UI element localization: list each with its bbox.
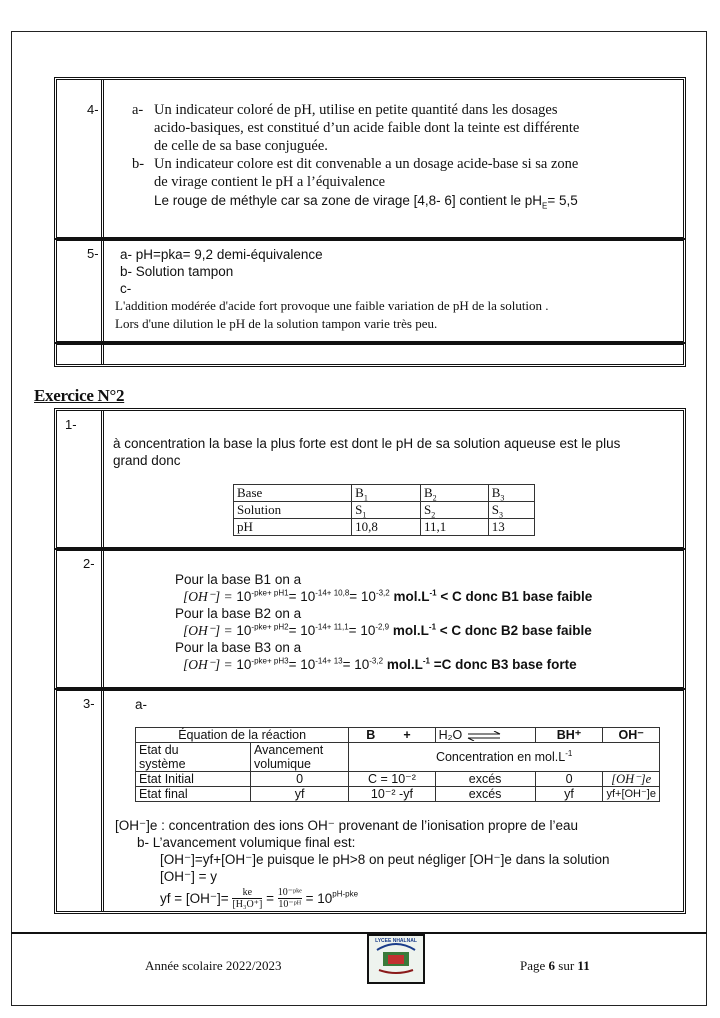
table-cell: H₂O — [435, 728, 535, 743]
table-cell: Solution — [234, 502, 352, 519]
footer-rule — [11, 932, 707, 934]
footer-year: Année scolaire 2022/2023 — [145, 958, 282, 973]
table-row — [136, 787, 660, 802]
b1-intro: Pour la base B1 on a — [175, 572, 302, 587]
q3-b-line: b- L’avancement volumique final est: — [137, 835, 356, 850]
q3-b-eq2: [OH⁻] = y — [160, 869, 218, 884]
table-row — [234, 485, 535, 502]
ex2-q1-number: 1- — [57, 411, 104, 547]
q3-a-label: a- — [135, 697, 148, 712]
q4-a-line1: Un indicateur coloré de pH, utilise en petite quantité dans les dosages — [154, 102, 558, 118]
q4-b-label: b- — [132, 156, 145, 172]
table-cell: C = 10⁻² — [349, 772, 435, 787]
table-cell: Avancement volumique — [251, 743, 349, 772]
table-row — [136, 772, 660, 787]
q4-box — [54, 77, 686, 240]
q5-a: a- pH=pka= 9,2 demi-équivalence — [120, 247, 323, 262]
table-cell: Etat Initial — [136, 772, 251, 787]
logo-text: LYCEE NHALNAL — [375, 938, 417, 944]
table-cell: yf — [251, 787, 349, 802]
ex2-q1-line2: grand donc — [113, 453, 181, 468]
empty-number-cell — [57, 345, 104, 364]
q4-number: 4- — [57, 80, 104, 237]
table-cell: excés — [435, 787, 535, 802]
q4-b-line3: Le rouge de méthyle car sa zone de virage [4,8- 6] contient le $pH_E= 5,5$ — [154, 193, 578, 211]
b3-equation: $[OH^-] = 10^{-pke+ pH3}= 10^{-14+ 13}= 10^{-3,2}$ $mol.L^{-1} =C$ donc B3 base forte — [183, 656, 577, 672]
table-cell: $B_3$ — [488, 485, 534, 502]
table-cell: 0 — [535, 772, 603, 787]
table-cell: $S_2$ — [420, 502, 488, 519]
q4-a-label: a- — [132, 102, 144, 118]
ex2-q2-number: 2- — [57, 551, 104, 687]
school-logo — [367, 934, 425, 984]
q5-line1: L'addition modérée d'acide fort provoque une faible variation de pH de la solution . — [115, 298, 549, 313]
q5-number: 5- — [57, 241, 104, 341]
footer-page: Page 6 sur 11 — [520, 958, 590, 973]
table-row — [136, 728, 660, 743]
table-cell: Etat du système — [136, 743, 251, 772]
q5-line2: Lors d'une dilution le pH de la solution tampon varie très peu. — [115, 316, 438, 331]
equilibrium-arrow-icon — [466, 731, 502, 741]
q3-b-eq1: [OH⁻]=yf+[OH⁻]e puisque le pH>8 on peut négliger [OH⁻]e dans la solution — [160, 852, 610, 867]
q5-b: b- Solution tampon — [120, 264, 234, 279]
table-cell: excés — [435, 772, 535, 787]
exercise-title: Exercice N°2 — [34, 386, 125, 405]
table-row — [234, 502, 535, 519]
q4-a-line2: acido-basiques, est constitué d’un acide faible dont la teinte est différente — [154, 120, 580, 136]
ex2-q3-number: 3- — [57, 691, 104, 911]
ex2-q2-box — [54, 548, 686, 690]
table-cell: yf — [535, 787, 603, 802]
table-cell: Équation de la réaction — [136, 728, 349, 743]
q4-a-line3: de celle de sa base conjuguée. — [154, 138, 328, 154]
table-row — [234, 519, 535, 536]
table-cell: 10,8 — [352, 519, 421, 536]
table-cell: OH⁻ — [603, 728, 660, 743]
table-row — [136, 743, 660, 772]
table-cell: B + — [349, 728, 435, 743]
b3-intro: Pour la base B3 on a — [175, 640, 302, 655]
table-cell: BH⁺ — [535, 728, 603, 743]
table-cell: $B_2$ — [420, 485, 488, 502]
table-cell: $B_1$ — [352, 485, 421, 502]
table-cell: Etat final — [136, 787, 251, 802]
q3-yf-equation: yf = [OH⁻]= $\frac{ke}{\text{[H₃O⁺]}}$ = 10⁻ᵖᵏᵉ 10⁻ᵖᴴ = $10^{pH-pke}$ — [160, 887, 359, 910]
ex2-q3-box — [54, 688, 686, 914]
table-cell: 0 — [251, 772, 349, 787]
table-cell: 11,1 — [420, 519, 488, 536]
ex2-q1-line1: à concentration la base la plus forte est dont le pH de sa solution aqueuse est le plus — [113, 436, 621, 451]
table-cell: pH — [234, 519, 352, 536]
ex2-q1-box — [54, 408, 686, 550]
table-cell: 13 — [488, 519, 534, 536]
table-cell: yf+[OH⁻]e — [603, 787, 660, 802]
q5-box — [54, 238, 686, 344]
q4-b-line2: de virage contient le pH a l’équivalence — [154, 174, 386, 190]
q3-note: [OH⁻]e : concentration des ions OH⁻ provenant de l’ionisation propre de l’eau — [115, 818, 579, 833]
reaction-table — [135, 727, 660, 802]
table-cell: $S_3$ — [488, 502, 534, 519]
fraction-pke: 10⁻ᵖᵏᵉ 10⁻ᵖᴴ — [277, 887, 302, 910]
table-cell: $S_1$ — [352, 502, 421, 519]
b2-intro: Pour la base B2 on a — [175, 606, 302, 621]
empty-row-box — [54, 342, 686, 367]
b2-equation: $[OH^-] = 10^{-pke+ pH2}= 10^{-14+ 11,1}= 10^{-2,9}$ $mol.L^{-1} < C$ donc B2 base faible — [183, 622, 592, 638]
table-cell: 10⁻² -yf — [349, 787, 435, 802]
q4-b-line1: Un indicateur colore est dit convenable a un dosage acide-base si sa zone — [154, 156, 579, 172]
table-cell: Base — [234, 485, 352, 502]
ph-table — [233, 484, 535, 536]
table-cell: Concentration en $mol.L^{-1}$ — [349, 743, 660, 772]
q5-c: c- — [120, 281, 132, 296]
table-cell: [OH⁻]e — [603, 772, 660, 787]
fraction-ke: $\frac{ke}{\text{[H₃O⁺]}}$ — [232, 887, 263, 910]
b1-equation: $[OH^-] = 10^{-pke+ pH1}= 10^{-14+ 10,8}= 10^{-3,2}$ $mol.L^{-1} < C$ donc B1 base faible — [183, 588, 593, 604]
